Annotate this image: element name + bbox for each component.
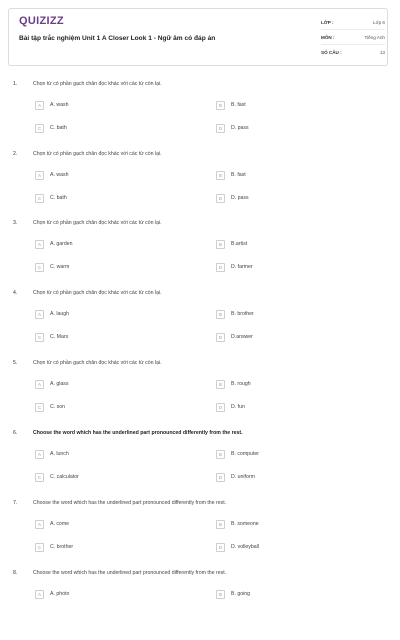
answer-option-a[interactable] — [35, 100, 68, 110]
answer-option-a[interactable] — [35, 239, 73, 249]
question-2 — [0, 151, 400, 221]
option-letter-box: D — [216, 194, 225, 203]
option-letter-box: B — [216, 240, 225, 249]
question-4 — [0, 290, 400, 360]
meta-label-subject: MÔN : — [321, 34, 335, 40]
answer-option-b[interactable] — [216, 519, 259, 529]
option-letter-box: C — [35, 543, 44, 552]
question-5 — [0, 360, 400, 430]
option-letter-box: D — [216, 124, 225, 133]
option-letter-box: A — [35, 101, 44, 110]
answer-option-d[interactable] — [216, 402, 245, 412]
option-text: B. going — [231, 591, 251, 597]
answer-option-b[interactable] — [216, 170, 246, 180]
question-text: Chọn từ có phần gạch chân đọc khác với các từ còn lại. — [33, 290, 162, 296]
option-letter-box: C — [35, 263, 44, 272]
meta-row-count — [321, 45, 385, 59]
question-number: 8. — [13, 570, 18, 576]
option-text: C. calculator — [50, 474, 79, 480]
question-number: 5. — [13, 360, 18, 366]
quizizz-logo: QUIZIZZ — [19, 15, 64, 27]
answer-option-a[interactable] — [35, 309, 69, 319]
meta-row-subject — [321, 30, 385, 45]
option-text: B. fast — [231, 102, 246, 108]
option-text: D. volleyball — [231, 544, 259, 550]
question-text: Choose the word which has the underlined part pronounced differently from the rest. — [33, 430, 243, 436]
answer-option-c[interactable] — [35, 402, 65, 412]
answer-option-d[interactable] — [216, 193, 249, 203]
option-letter-box: C — [35, 124, 44, 133]
option-letter-box: D — [216, 403, 225, 412]
question-number: 2. — [13, 151, 18, 157]
option-text: D. uniform — [231, 474, 255, 480]
answer-option-c[interactable] — [35, 123, 67, 133]
option-text: B. fast — [231, 172, 246, 178]
answer-option-b[interactable] — [216, 379, 251, 389]
option-text: B. brother — [231, 311, 254, 317]
option-text: C. son — [50, 404, 65, 410]
meta-value-count: 13 — [379, 49, 385, 55]
question-6 — [0, 430, 400, 500]
option-letter-box: B — [216, 590, 225, 599]
option-text: A. come — [50, 521, 70, 527]
answer-option-b[interactable] — [216, 100, 246, 110]
question-number: 7. — [13, 500, 18, 506]
option-text: B. computer — [231, 451, 259, 457]
answer-option-c[interactable] — [35, 542, 73, 552]
option-text: B. rough — [231, 381, 251, 387]
option-text: A. wash — [50, 102, 69, 108]
answer-option-d[interactable] — [216, 123, 249, 133]
option-letter-box: D — [216, 543, 225, 552]
answer-option-c[interactable] — [35, 332, 68, 342]
option-text: A. photo — [50, 591, 70, 597]
question-3 — [0, 220, 400, 290]
question-number: 6. — [13, 430, 18, 436]
option-text: C. bath — [50, 195, 67, 201]
option-text: A. wash — [50, 172, 69, 178]
answer-option-b[interactable] — [216, 309, 254, 319]
worksheet-header — [8, 8, 388, 66]
question-text: Chọn từ có phần gạch chân đọc khác với các từ còn lại. — [33, 81, 162, 87]
option-text: A. laugh — [50, 311, 70, 317]
question-7 — [0, 500, 400, 570]
meta-label-count: SỐ CÂU : — [321, 49, 342, 55]
option-letter-box: D — [216, 263, 225, 272]
answer-option-b[interactable] — [216, 449, 259, 459]
answer-option-a[interactable] — [35, 449, 69, 459]
question-text: Chọn từ có phần gạch chân đọc khác với các từ còn lại. — [33, 151, 162, 157]
answer-option-a[interactable] — [35, 589, 69, 599]
option-text: C. warm — [50, 264, 70, 270]
answer-option-d[interactable] — [216, 332, 253, 342]
option-letter-box: A — [35, 450, 44, 459]
option-letter-box: C — [35, 194, 44, 203]
option-letter-box: B — [216, 101, 225, 110]
question-number: 4. — [13, 290, 18, 296]
option-letter-box: B — [216, 450, 225, 459]
option-text: A. garden — [50, 241, 73, 247]
option-text: C. bath — [50, 125, 67, 131]
option-letter-box: D — [216, 333, 225, 342]
answer-option-a[interactable] — [35, 170, 68, 180]
meta-row-class — [321, 15, 385, 30]
question-number: 3. — [13, 220, 18, 226]
answer-option-d[interactable] — [216, 262, 253, 272]
option-letter-box: B — [216, 520, 225, 529]
option-letter-box: C — [35, 333, 44, 342]
option-letter-box: B — [216, 310, 225, 319]
option-text: C. Mars — [50, 334, 69, 340]
option-letter-box: A — [35, 590, 44, 599]
option-letter-box: C — [35, 403, 44, 412]
worksheet-meta — [321, 15, 385, 59]
answer-option-b[interactable] — [216, 239, 247, 249]
meta-value-subject: Tiếng Anh — [364, 34, 385, 40]
option-letter-box: A — [35, 520, 44, 529]
option-letter-box: A — [35, 240, 44, 249]
question-text: Chọn từ có phần gạch chân đọc khác với các từ còn lại. — [33, 360, 162, 366]
question-text: Chọn từ có phần gạch chân đọc khác với các từ còn lại. — [33, 220, 162, 226]
option-text: D.answer — [231, 334, 253, 340]
answer-option-c[interactable] — [35, 193, 67, 203]
option-text: D. pass — [231, 125, 249, 131]
question-text: Choose the word which has the underlined part pronounced differently from the rest. — [33, 570, 227, 576]
option-letter-box: A — [35, 310, 44, 319]
option-text: A. glass — [50, 381, 69, 387]
question-1 — [0, 81, 400, 151]
option-text: D. fun — [231, 404, 245, 410]
option-letter-box: B — [216, 171, 225, 180]
answer-option-c[interactable] — [35, 472, 79, 482]
option-text: B.artist — [231, 241, 248, 247]
option-text: C. brother — [50, 544, 74, 550]
answer-option-d[interactable] — [216, 472, 255, 482]
option-letter-box: A — [35, 380, 44, 389]
answer-option-a[interactable] — [35, 519, 69, 529]
option-letter-box: B — [216, 380, 225, 389]
answer-option-b[interactable] — [216, 589, 250, 599]
option-text: B. someone — [231, 521, 259, 527]
answer-option-c[interactable] — [35, 262, 69, 272]
option-letter-box: C — [35, 473, 44, 482]
option-letter-box: A — [35, 171, 44, 180]
meta-label-class: LỚP : — [321, 19, 334, 25]
answer-option-d[interactable] — [216, 542, 259, 552]
option-text: D. farmer — [231, 264, 253, 270]
option-letter-box: D — [216, 473, 225, 482]
meta-value-class: Lớp 6 — [373, 19, 385, 25]
question-text: Choose the word which has the underlined part pronounced differently from the rest. — [33, 500, 227, 506]
question-number: 1. — [13, 81, 18, 87]
question-8 — [0, 570, 400, 640]
option-text: D. pass — [231, 195, 249, 201]
answer-option-a[interactable] — [35, 379, 68, 389]
worksheet-title: Bài tập trắc nghiệm Unit 1 A Closer Look 1 - Ngữ âm có đáp án — [19, 35, 216, 42]
option-text: A. lunch — [50, 451, 69, 457]
